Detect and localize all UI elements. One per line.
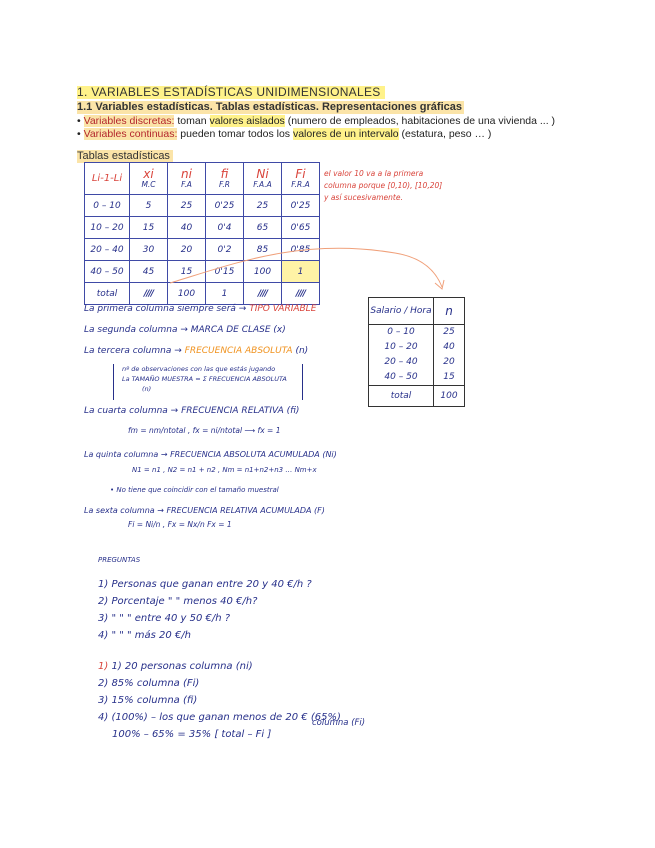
tables-title: Tablas estadísticas [77,150,173,163]
table-cell: 100 [168,283,206,305]
note-column-5: La quinta columna → FRECUENCIA ABSOLUTA ACUMULADA (Ni) [84,450,337,459]
answer-4-extra: columna (Fi) [312,718,366,728]
table-cell: 40 [168,217,206,239]
table-cell: //// [130,283,168,305]
formula-cumulative: N1 = n1 , N2 = n1 + n2 , Nm = n1+n2+n3 … Nm+x [132,466,317,474]
highlight-text: valores de un intervalo [292,128,399,140]
header-cell: ni F.A [168,163,206,195]
table-cell: 15 [168,261,206,283]
header-cell: xi M.C [130,163,168,195]
table-cell: 25 [244,195,282,217]
term-continuous: Variables continuas: [83,128,178,140]
header-cell: Fi F.R.A [282,163,320,195]
note-column-6: La sexta columna → FRECUENCIA RELATIVA ACUMULADA (F) [84,506,325,515]
bullet-discrete [77,115,555,128]
highlight-text: valores aislados [209,115,285,127]
question-item: 2) Porcentaje " " menos 40 €/h? [98,596,258,607]
header-cell: Ni F.A.A [244,163,282,195]
answer-item: 3) 15% columna (fi) [98,695,198,706]
note-column-3: La tercera columna → FRECUENCIA ABSOLUTA (n) [84,346,309,356]
text-part: pueden tomar todos los [177,128,293,140]
table-cell: 25 [168,195,206,217]
side-note: el valor 10 va a la primera columna porque [0,10), [10,20] y así sucesivamente. [324,169,443,202]
bullet-continuous [77,128,491,141]
answer-item: 2) 85% columna (Fi) [98,678,200,689]
note-column-1: La primera columna siempre será → TIPO VARIABLE [84,304,317,314]
table-cell: 30 [130,239,168,261]
answer-item: 4) (100%) – los que ganan menos de 20 € (65%) [98,712,341,723]
table-cell: 1 [206,283,244,305]
table-cell: 0'85 [282,239,320,261]
header-cell: Salario / Hora [369,298,434,325]
answer-item: 100% – 65% = 35% [ total – Fi ] [112,729,272,740]
table-cell: 20 – 40 [85,239,130,261]
table-row [85,217,320,239]
table-cell: 45 [130,261,168,283]
table-cell: 40 – 50 [85,261,130,283]
text-part: toman [174,115,210,127]
table-cell: 0'25 [206,195,244,217]
table-cell: 25 40 20 15 [434,325,465,386]
table-cell: 1 [282,261,320,283]
questions-label: PREGUNTAS [98,556,141,564]
table-row [85,195,320,217]
table-cell: 85 [244,239,282,261]
note-column-4: La cuarta columna → FRECUENCIA RELATIVA (fi) [84,406,300,416]
table-cell: total [369,386,434,407]
note-sample-size: • No tiene que coincidir con el tamaño muestral [110,486,279,494]
table-cell: 20 [168,239,206,261]
table-cell: 10 – 20 [85,217,130,239]
section-subtitle: 1.1 Variables estadísticas. Tablas estadísticas. Representaciones gráficas [77,101,462,113]
table-cell: 0'2 [206,239,244,261]
header-cell: fi F.R [206,163,244,195]
table-cell: 100 [434,386,465,407]
table-cell: total [85,283,130,305]
answer-item: 1) 1) 20 personas columna (ni) [98,661,253,672]
bullet-marker: • [77,128,81,140]
formula-relative: fm = nm/ntotal , fx = ni/ntotal ⟶ fx = 1 [128,426,281,435]
term-discrete: Variables discretas: [83,115,175,127]
questions-list [98,576,312,644]
formula-relative-cumulative: Fi = Ni/n , Fx = Nx/n Fx = 1 [128,520,232,529]
table-row-total [369,386,465,407]
table-row [369,325,465,386]
table-cell: //// [244,283,282,305]
text-part: (numero de empleados, habitaciones de una vivienda ... ) [284,115,556,127]
bullet-marker: • [77,115,81,127]
header-cell: n [434,298,465,325]
note-column-2: La segunda columna → MARCA DE CLASE (x) [84,325,286,335]
question-item: 4) " " " más 20 €/h [98,630,192,641]
table-cell: 0'15 [206,261,244,283]
text-part: (estatura, peso … ) [398,128,492,140]
salary-table [368,297,465,407]
table-cell: //// [282,283,320,305]
connector-arrow [150,245,450,305]
sample-size-box: nº de observaciones con las que estás jugando La TAMAÑO MUESTRA = Σ FRECUENCIA ABSOLUTA (n) [113,364,303,400]
table-cell: 0 – 10 10 – 20 20 – 40 40 – 50 [369,325,434,386]
question-item: 3) " " " entre 40 y 50 €/h ? [98,613,231,624]
answers-list [98,658,341,743]
table-cell: 0'4 [206,217,244,239]
table-cell: 0'65 [282,217,320,239]
table-cell: 15 [130,217,168,239]
table-cell: 65 [244,217,282,239]
table-cell: 0 – 10 [85,195,130,217]
table-cell: 5 [130,195,168,217]
table-cell: 100 [244,261,282,283]
table-header-row [85,163,320,195]
table-cell: 0'25 [282,195,320,217]
question-item: 1) Personas que ganan entre 20 y 40 €/h ? [98,579,312,590]
table-header-row [369,298,465,325]
header-cell: Li-1-Li [85,163,130,195]
section-title: 1. VARIABLES ESTADÍSTICAS UNIDIMENSIONALES [77,86,385,99]
